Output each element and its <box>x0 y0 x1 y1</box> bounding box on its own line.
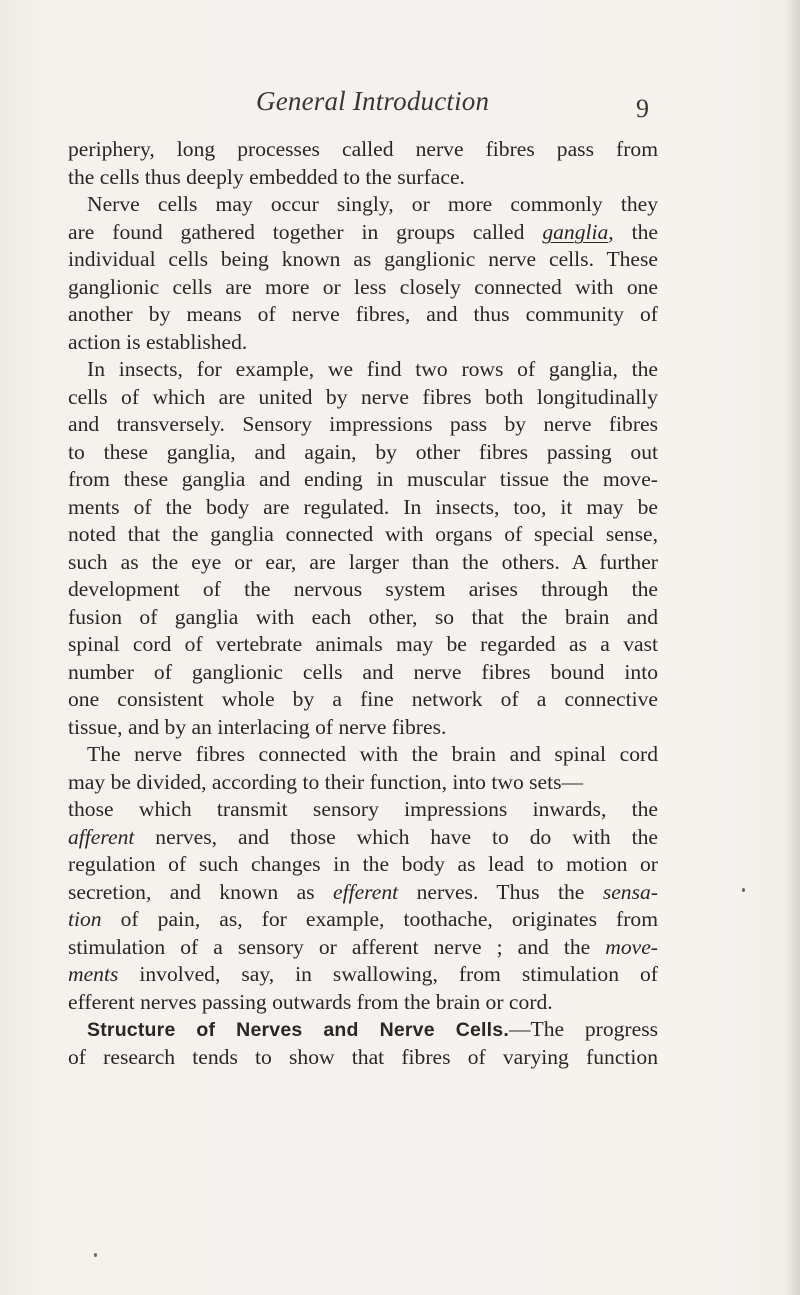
text-run: from these ganglia and ending in muscular tissue the move- <box>68 467 658 491</box>
text-run: ganglionic cells are more or less closely connected with one <box>68 274 658 299</box>
text-run: spinal cord of vertebrate animals may be regarded as a vast <box>68 632 658 656</box>
text-run: involved, say, in swallowing, from stimulation of <box>118 962 658 986</box>
text-line <box>68 686 658 714</box>
text-line <box>68 301 658 329</box>
body-text <box>68 136 658 1071</box>
italic-term: efferent <box>333 879 399 904</box>
italic-term: ments <box>68 962 119 986</box>
text-run: —The progress <box>508 1017 658 1041</box>
text-run: development of the nervous system arises through the <box>68 577 658 601</box>
text-run: number of ganglionic cells and nerve fibres bound into <box>68 659 658 684</box>
text-line <box>68 164 658 192</box>
text-line <box>68 769 658 797</box>
text-line <box>68 521 658 549</box>
text-run: tissue, and by an interlacing of nerve fibres. <box>68 714 447 739</box>
text-run: nerves, and those which have to do with the <box>134 824 658 849</box>
running-head <box>0 86 800 126</box>
text-run: ments of the body are regulated. In insects, too, it may be <box>68 494 658 519</box>
text-line <box>68 604 658 632</box>
text-line <box>68 356 658 384</box>
text-line <box>68 741 658 769</box>
text-line <box>68 1044 658 1072</box>
text-run: noted that the ganglia connected with organs of special sense, <box>68 522 658 546</box>
paper-speck <box>94 1253 97 1257</box>
text-run: In insects, for example, we find two rows of ganglia, the <box>87 357 658 381</box>
text-line <box>68 714 658 742</box>
text-line <box>68 906 658 934</box>
text-line <box>68 329 658 357</box>
text-run: periphery, long processes called nerve fibres pass from <box>68 137 658 161</box>
italic-term: afferent <box>68 824 135 849</box>
text-run: The nerve fibres connected with the brain and spinal cord <box>87 742 658 766</box>
text-run: stimulation of a sensory or afferent nerve ; and the <box>68 934 606 959</box>
text-line <box>68 961 658 989</box>
text-line <box>68 631 658 659</box>
text-run: secretion, and known as <box>68 879 333 904</box>
text-line <box>68 1016 658 1044</box>
page-number: 9 <box>636 94 649 123</box>
text-run: nerves. Thus the <box>398 879 603 904</box>
text-run: to these ganglia, and again, by other fibres passing out <box>68 439 658 464</box>
text-line <box>68 246 658 274</box>
italic-term: tion <box>68 907 102 931</box>
text-line <box>68 411 658 439</box>
text-run: those which transmit sensory impressions inwards, the <box>68 797 658 821</box>
text-line <box>68 384 658 412</box>
text-line <box>68 136 658 164</box>
text-line <box>68 576 658 604</box>
text-line <box>68 191 658 219</box>
text-run: action is established. <box>68 329 248 354</box>
text-line <box>68 219 658 247</box>
italic-term: move- <box>605 934 658 959</box>
text-run: and transversely. Sensory impressions pass by nerve fibres <box>68 412 658 436</box>
text-line <box>68 879 658 907</box>
italic-term: sensa- <box>602 879 658 904</box>
text-run: efferent nerves passing outwards from the brain or cord. <box>68 989 553 1014</box>
text-run: are found gathered together in groups called <box>68 219 543 244</box>
italic-term: ganglia <box>542 219 609 244</box>
text-run: individual cells being known as ganglionic nerve cells. These <box>68 247 658 271</box>
text-run: , the <box>608 219 658 244</box>
text-run: of research tends to show that fibres of varying function <box>68 1044 658 1069</box>
text-run: regulation of such changes in the body as lead to motion or <box>68 852 658 876</box>
text-run: another by means of nerve fibres, and thus community of <box>68 302 658 326</box>
text-line <box>68 796 658 824</box>
paper-speck <box>742 888 745 892</box>
text-line <box>68 851 658 879</box>
text-line <box>68 466 658 494</box>
text-run: of pain, as, for example, toothache, originates from <box>101 907 658 931</box>
text-run: fusion of ganglia with each other, so that the brain and <box>68 604 658 629</box>
text-line <box>68 439 658 467</box>
text-line <box>68 659 658 687</box>
text-line <box>68 549 658 577</box>
text-run: Nerve cells may occur singly, or more commonly they <box>87 192 658 216</box>
page-edge-shadow <box>786 0 800 1295</box>
text-line <box>68 274 658 302</box>
text-line <box>68 934 658 962</box>
text-run: cells of which are united by nerve fibres both longitudinally <box>68 384 658 409</box>
running-head-title: General Introduction <box>256 86 490 116</box>
text-run: such as the eye or ear, are larger than the others. A further <box>68 549 658 574</box>
section-heading: Structure of Nerves and Nerve Cells. <box>87 1019 509 1041</box>
text-run: one consistent whole by a fine network of a connective <box>68 687 658 711</box>
text-line <box>68 989 658 1017</box>
text-run: the cells thus deeply embedded to the surface. <box>68 164 465 189</box>
text-line <box>68 494 658 522</box>
text-line <box>68 824 658 852</box>
text-run: may be divided, according to their function, into two sets— <box>68 769 584 794</box>
